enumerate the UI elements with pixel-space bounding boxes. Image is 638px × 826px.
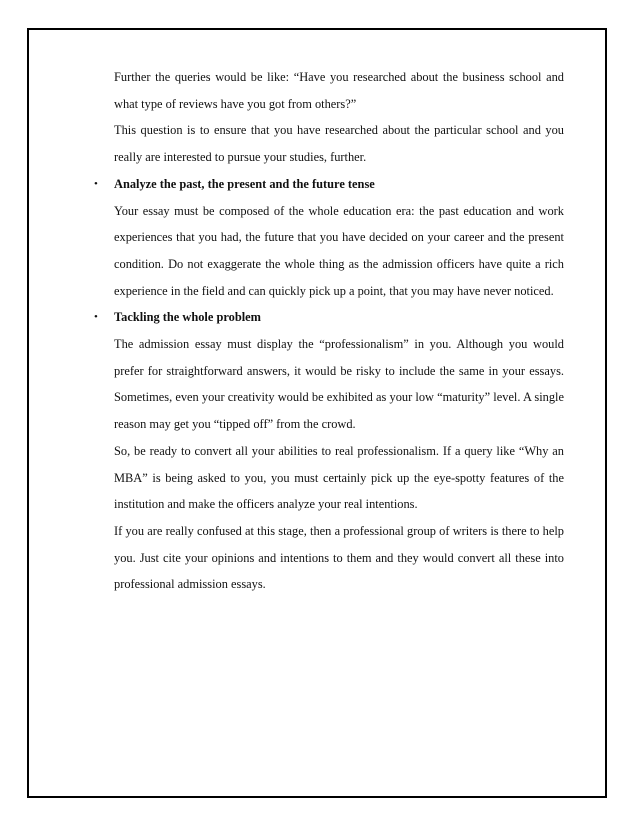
section-heading: Tackling the whole problem <box>114 310 261 325</box>
body-paragraph: If you are really confused at this stage, then a professional group of writers is there to help you. Just cite your opinions and intentions to them and they would convert all these into professional admission essays. <box>114 523 564 592</box>
document-body <box>94 64 564 598</box>
section-heading-row <box>94 304 564 331</box>
section-heading-row <box>94 171 564 198</box>
body-paragraph: So, be ready to convert all your abilities to real professionalism. If a query like “Why an MBA” is being asked to you, you must certainly pick up the eye-spotty features of the institution and make the officers analyze your real intentions. <box>114 443 564 512</box>
bullet-icon: • <box>94 177 98 190</box>
body-paragraph: This question is to ensure that you have researched about the particular school and you really are interested to pursue your studies, further. <box>114 123 564 165</box>
bullet-icon: • <box>94 311 98 324</box>
body-paragraph: Further the queries would be like: “Have you researched about the business school and what type of reviews have you got from others?” <box>114 70 564 111</box>
section-heading: Analyze the past, the present and the future tense <box>114 176 375 191</box>
body-paragraph: Your essay must be composed of the whole education era: the past education and work experiences that you had, the future that you have decided on your career and the present condition. Do not exaggerate the whole thing as the admission officers have quite a rich experience in the field and can quickly pick up a point, that you may have never noticed. <box>114 203 564 298</box>
body-paragraph: The admission essay must display the “professionalism” in you. Although you would prefer for straightforward answers, it would be risky to include the same in your essays. Sometimes, even your creativity would be exhibited as your low “maturity” level. A single reason may get you “tipped off” from the crowd. <box>114 337 564 432</box>
